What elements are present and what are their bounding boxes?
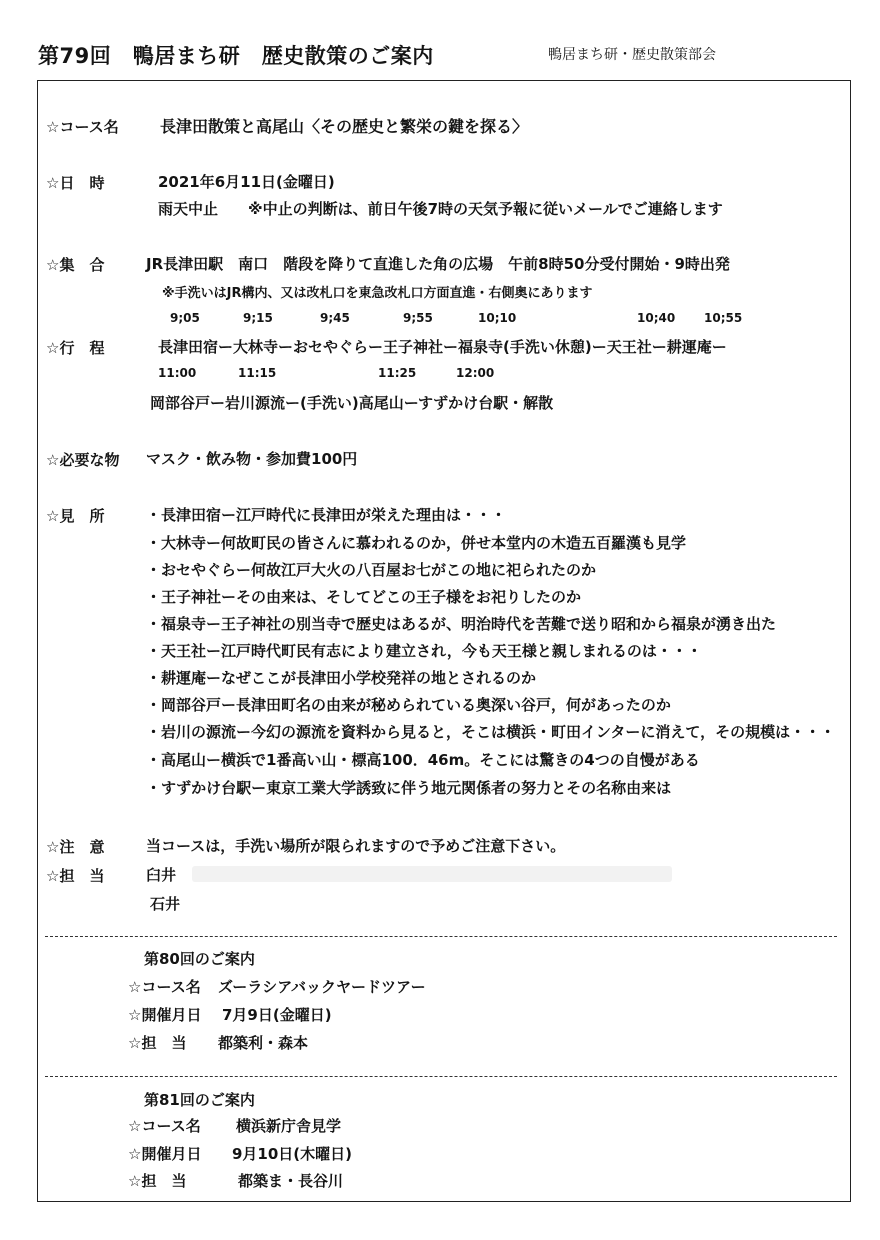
next81-date-label: ☆開催月日 [128,1145,202,1163]
course-value: 長津田散策と高尾山〈その歴史と繁栄の鍵を探る〉 [160,117,529,136]
staff-name: 臼井 [146,866,177,884]
next81-staff-label: ☆担 当 [128,1172,187,1190]
highlight-item: ・大林寺ー何故町民の皆さんに慕われるのか，併せ本堂内の木造五百羅漢も見学 [146,534,687,552]
highlight-item: ・天王社ー江戸時代町民有志により建立され，今も天王様と親しまれるのは・・・ [146,642,702,660]
next81-staff-value: 都築ま・長谷川 [238,1172,344,1190]
event-date: 2021年6月11日(金曜日) [158,173,335,191]
itinerary-time: 9;45 [320,311,350,325]
next80-staff-label: ☆担 当 [128,1034,187,1052]
redacted-contact [192,866,672,882]
page-title: 第79回 鴨居まち研 歴史散策のご案内 [38,44,434,68]
highlights-label: ☆見 所 [46,507,105,525]
highlight-item: ・耕運庵ーなぜここが長津田小学校発祥の地とされるのか [146,669,537,687]
next81-course-value: 横浜新庁舎見学 [236,1117,342,1135]
meeting-label: ☆集 合 [46,256,105,274]
course-label: ☆コース名 [46,118,119,136]
section-divider [45,936,837,937]
staff-label: ☆担 当 [46,867,105,885]
highlight-item: ・高尾山ー横浜で1番高い山・標高100．46m。そこには驚きの4つの自慢がある [146,751,700,769]
itinerary-route-2: 岡部谷戸ー岩川源流ー(手洗い)高尾山ーすずかけ台駅・解散 [150,394,554,412]
itinerary-time: 12:00 [456,366,495,380]
caution-value: 当コースは，手洗い場所が限られますので予めご注意下さい。 [146,837,566,855]
highlight-item: ・岡部谷戸ー長津田町名の由来が秘められている奥深い谷戸，何があったのか [146,696,671,714]
highlight-item: ・岩川の源流ー今幻の源流を資料から見ると，そこは横浜・町田インターに消えて，その規模は・・・ [146,723,836,741]
needs-label: ☆必要な物 [46,451,120,469]
itinerary-time: 11:00 [158,366,197,380]
meeting-place: JR長津田駅 南口 階段を降りて直進した角の広場 午前8時50分受付開始・9時出発 [146,255,730,273]
itinerary-time: 11:15 [238,366,277,380]
next81-course-label: ☆コース名 [128,1117,201,1135]
itinerary-time: 11:25 [378,366,417,380]
next80-course-value: ズーラシアバックヤードツアー [218,978,426,996]
datetime-label: ☆日 時 [46,174,105,192]
highlight-item: ・王子神社ーその由来は、そしてどこの王子様をお祀りしたのか [146,588,582,606]
itinerary-time: 10;10 [478,311,517,325]
needs-value: マスク・飲み物・参加費100円 [146,450,358,468]
itinerary-time: 10;55 [704,311,743,325]
next80-date-label: ☆開催月日 [128,1006,202,1024]
next80-heading: 第80回のご案内 [144,950,255,968]
caution-label: ☆注 意 [46,838,105,856]
organizer-name: 鴨居まち研・歴史散策部会 [548,47,716,63]
next81-heading: 第81回のご案内 [144,1091,255,1109]
highlight-item: ・すずかけ台駅ー東京工業大学誘致に伴う地元関係者の努力とその名称由来は [146,779,672,797]
highlight-item: ・おセやぐらー何故江戸大火の八百屋お七がこの地に祀られたのか [146,561,597,579]
section-divider [45,1076,837,1077]
next80-staff-value: 都築利・森本 [218,1034,309,1052]
itinerary-time: 9;55 [403,311,433,325]
itinerary-time: 9;15 [243,311,273,325]
next80-course-label: ☆コース名 [128,978,201,996]
itinerary-time: 9;05 [170,311,200,325]
itinerary-label: ☆行 程 [46,339,105,357]
staff-name: 石井 [150,895,181,913]
rain-note: 雨天中止 ※中止の判断は、前日午後7時の天気予報に従いメールでご連絡します [158,200,723,218]
itinerary-route-1: 長津田宿ー大林寺ーおセやぐらー王子神社ー福泉寺(手洗い休憩)ー天王社ー耕運庵ー [158,338,727,356]
next80-date-value: 7月9日(金曜日) [222,1006,332,1024]
next81-date-value: 9月10日(木曜日) [232,1145,353,1163]
itinerary-time: 10;40 [637,311,676,325]
highlight-item: ・長津田宿ー江戸時代に長津田が栄えた理由は・・・ [146,506,507,524]
restroom-note: ※手洗いはJR構内、又は改札口を東急改札口方面直進・右側奥にあります [162,286,593,301]
highlight-item: ・福泉寺ー王子神社の別当寺で歴史はあるが、明治時代を苦難で送り昭和から福泉が湧き出た [146,615,777,633]
